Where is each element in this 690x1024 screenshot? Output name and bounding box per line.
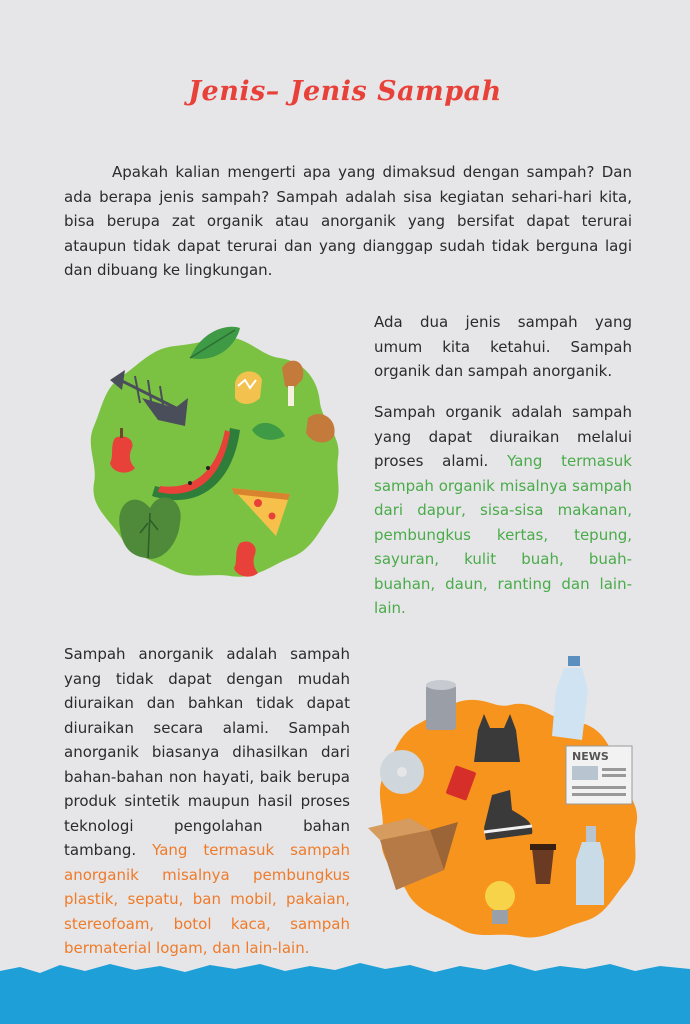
intro-paragraph: Apakah kalian mengerti apa yang dimaksud dengan sampah? Dan ada berapa jenis sampah? Sampah adalah sisa kegiatan sehari-hari kita, bisa berupa zat organik atau anorganik yang bersifat dapat terurai ataupun tidak dapat terurai dan yang dianggap sudah tidak berguna lagi dan dibuang ke lingkungan. xyxy=(64,163,632,279)
plastic-bottle-icon xyxy=(552,656,588,740)
organic-examples: Yang termasuk sampah organik misalnya sampah dari dapur, sisa-sisa makanan, pembungkus kertas, tepung, sayuran, kulit buah, buah-buahan, daun, ranting dan lain-lain. xyxy=(374,452,632,617)
inorganic-definition: Sampah anorganik adalah sampah yang tidak dapat dengan mudah diuraikan dan bahkan tidak dapat diuraikan secara alami. Sampah anorganik biasanya dihasilkan dari bahan-bahan non hayati, baik berupa produk sintetik maupun hasil proses teknologi pengolahan bahan tambang. xyxy=(64,645,350,859)
inorganic-paragraph xyxy=(64,642,350,961)
inorganic-waste-illustration xyxy=(360,650,650,945)
cd-icon xyxy=(380,750,424,794)
organic-paragraph xyxy=(374,400,632,621)
organic-definition: Sampah organik adalah sampah yang dapat diuraikan melalui proses alami. xyxy=(374,403,632,470)
organic-waste-illustration xyxy=(80,318,350,586)
newspaper-icon xyxy=(566,746,632,804)
tin-can-icon xyxy=(426,680,456,730)
types-paragraph: Ada dua jenis sampah yang umum kita ketahui. Sampah organik dan sampah anorganik. xyxy=(374,313,632,380)
newspaper-label: NEWS xyxy=(572,750,609,763)
egg-shell-icon xyxy=(235,371,262,404)
page-title: Jenis– Jenis Sampah xyxy=(188,76,502,107)
inorganic-examples: Yang termasuk sampah anorganik misalnya pembungkus plastik, sepatu, ban mobil, pakaian, stereofoam, botol kaca, sampah bermaterial logam, dan lain-lain. xyxy=(64,841,350,957)
bottom-wave xyxy=(0,955,690,1024)
